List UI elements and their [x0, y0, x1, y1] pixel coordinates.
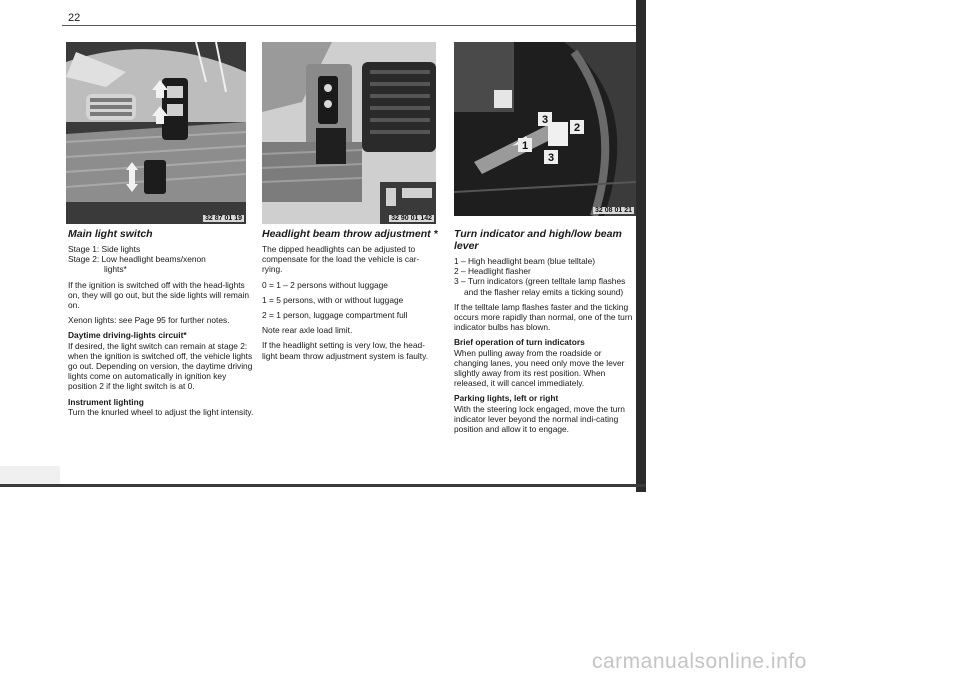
lever-function-list — [454, 256, 634, 297]
paragraph: If the telltale lamp flashes faster and the ticking occurs more rapidly than normal, one of the turn indicator bulbs has blown. — [454, 301, 633, 333]
turn-indicator-photo — [454, 42, 636, 216]
brief-operation-section — [454, 337, 634, 388]
subheading: Instrument lighting — [68, 396, 144, 407]
main-light-switch-photo — [66, 42, 246, 224]
paragraph: With the steering lock engaged, move the turn indicator lever beyond the normal indi-cating position and allow it to engage. — [454, 403, 625, 435]
list-item: 2 – Headlight flasher — [454, 266, 531, 277]
photo-code: 32 90 01 142 — [391, 215, 432, 222]
right-page-edge — [636, 0, 646, 492]
column-headlight-adjustment — [262, 228, 438, 366]
paragraph: If desired, the light switch can remain at stage 2: when the ignition is switched off, the vehicle lights go out. Depending on version, the daytime driving lights come on automatically in ignition key position 2 if the light switch is at 0. — [68, 340, 253, 392]
headlight-adjustment-photo — [262, 42, 436, 224]
column-main-light-switch — [68, 228, 254, 422]
paragraph: Xenon lights: see Page 95 for further notes. — [68, 315, 230, 326]
section-title: Main light switch — [68, 228, 153, 240]
stage-1-text: Stage 1: Side lights — [68, 244, 141, 254]
column-turn-indicator — [454, 228, 634, 439]
svg-text:2: 2 — [573, 122, 581, 134]
section-title: Turn indicator and high/low beam lever — [454, 228, 622, 252]
list-item: 2 = 1 person, luggage compartment full — [262, 310, 408, 321]
page-number: 22 — [68, 12, 81, 24]
photo-code: 32 08 01 21 — [595, 207, 632, 214]
stage-2-continuation: lights* — [104, 264, 127, 275]
svg-text:1: 1 — [521, 140, 529, 152]
paragraph: When pulling away from the roadside or changing lanes, you need only move the lever slightly away from its rest position. When released, it will cancel immediately. — [454, 347, 625, 389]
paragraph: Note rear axle load limit. — [262, 325, 353, 336]
parking-lights-section — [454, 393, 634, 434]
list-item: 3 – Turn indicators (green telltale lamp flashes and the flasher relay emits a ticking sound) — [454, 276, 626, 297]
paragraph: If the ignition is switched off with the head-lights on, they will go out, but the side lights will remain on. — [68, 279, 250, 311]
stage-list — [68, 244, 254, 275]
left-page-edge — [0, 466, 60, 484]
section-title: Headlight beam throw adjustment * — [262, 228, 438, 240]
svg-text:3: 3 — [547, 152, 555, 164]
list-item: 1 = 5 persons, with or without luggage — [262, 294, 404, 305]
paragraph: Turn the knurled wheel to adjust the light intensity. — [68, 406, 254, 417]
paragraph: If the headlight setting is very low, the head-light beam throw adjustment system is faulty. — [262, 340, 429, 361]
subheading: Brief operation of turn indicators — [454, 337, 585, 348]
watermark: carmanualsonline.info — [592, 650, 807, 673]
list-item: 1 – High headlight beam (blue telltale) — [454, 256, 596, 266]
bottom-rule — [0, 484, 646, 487]
top-rule — [62, 25, 636, 26]
instrument-lighting-section — [68, 397, 254, 417]
svg-text:3: 3 — [541, 114, 549, 126]
subheading: Daytime driving-lights circuit* — [68, 330, 187, 341]
stage-2-text: Stage 2: Low headlight beams/xenon — [68, 254, 206, 265]
paragraph: The dipped headlights can be adjusted to compensate for the load the vehicle is car-rying. — [262, 244, 420, 275]
drl-section — [68, 330, 254, 391]
photo-code: 32 87 01 19 — [205, 215, 242, 222]
subheading: Parking lights, left or right — [454, 393, 559, 404]
list-item: 0 = 1 – 2 persons without luggage — [262, 279, 388, 290]
